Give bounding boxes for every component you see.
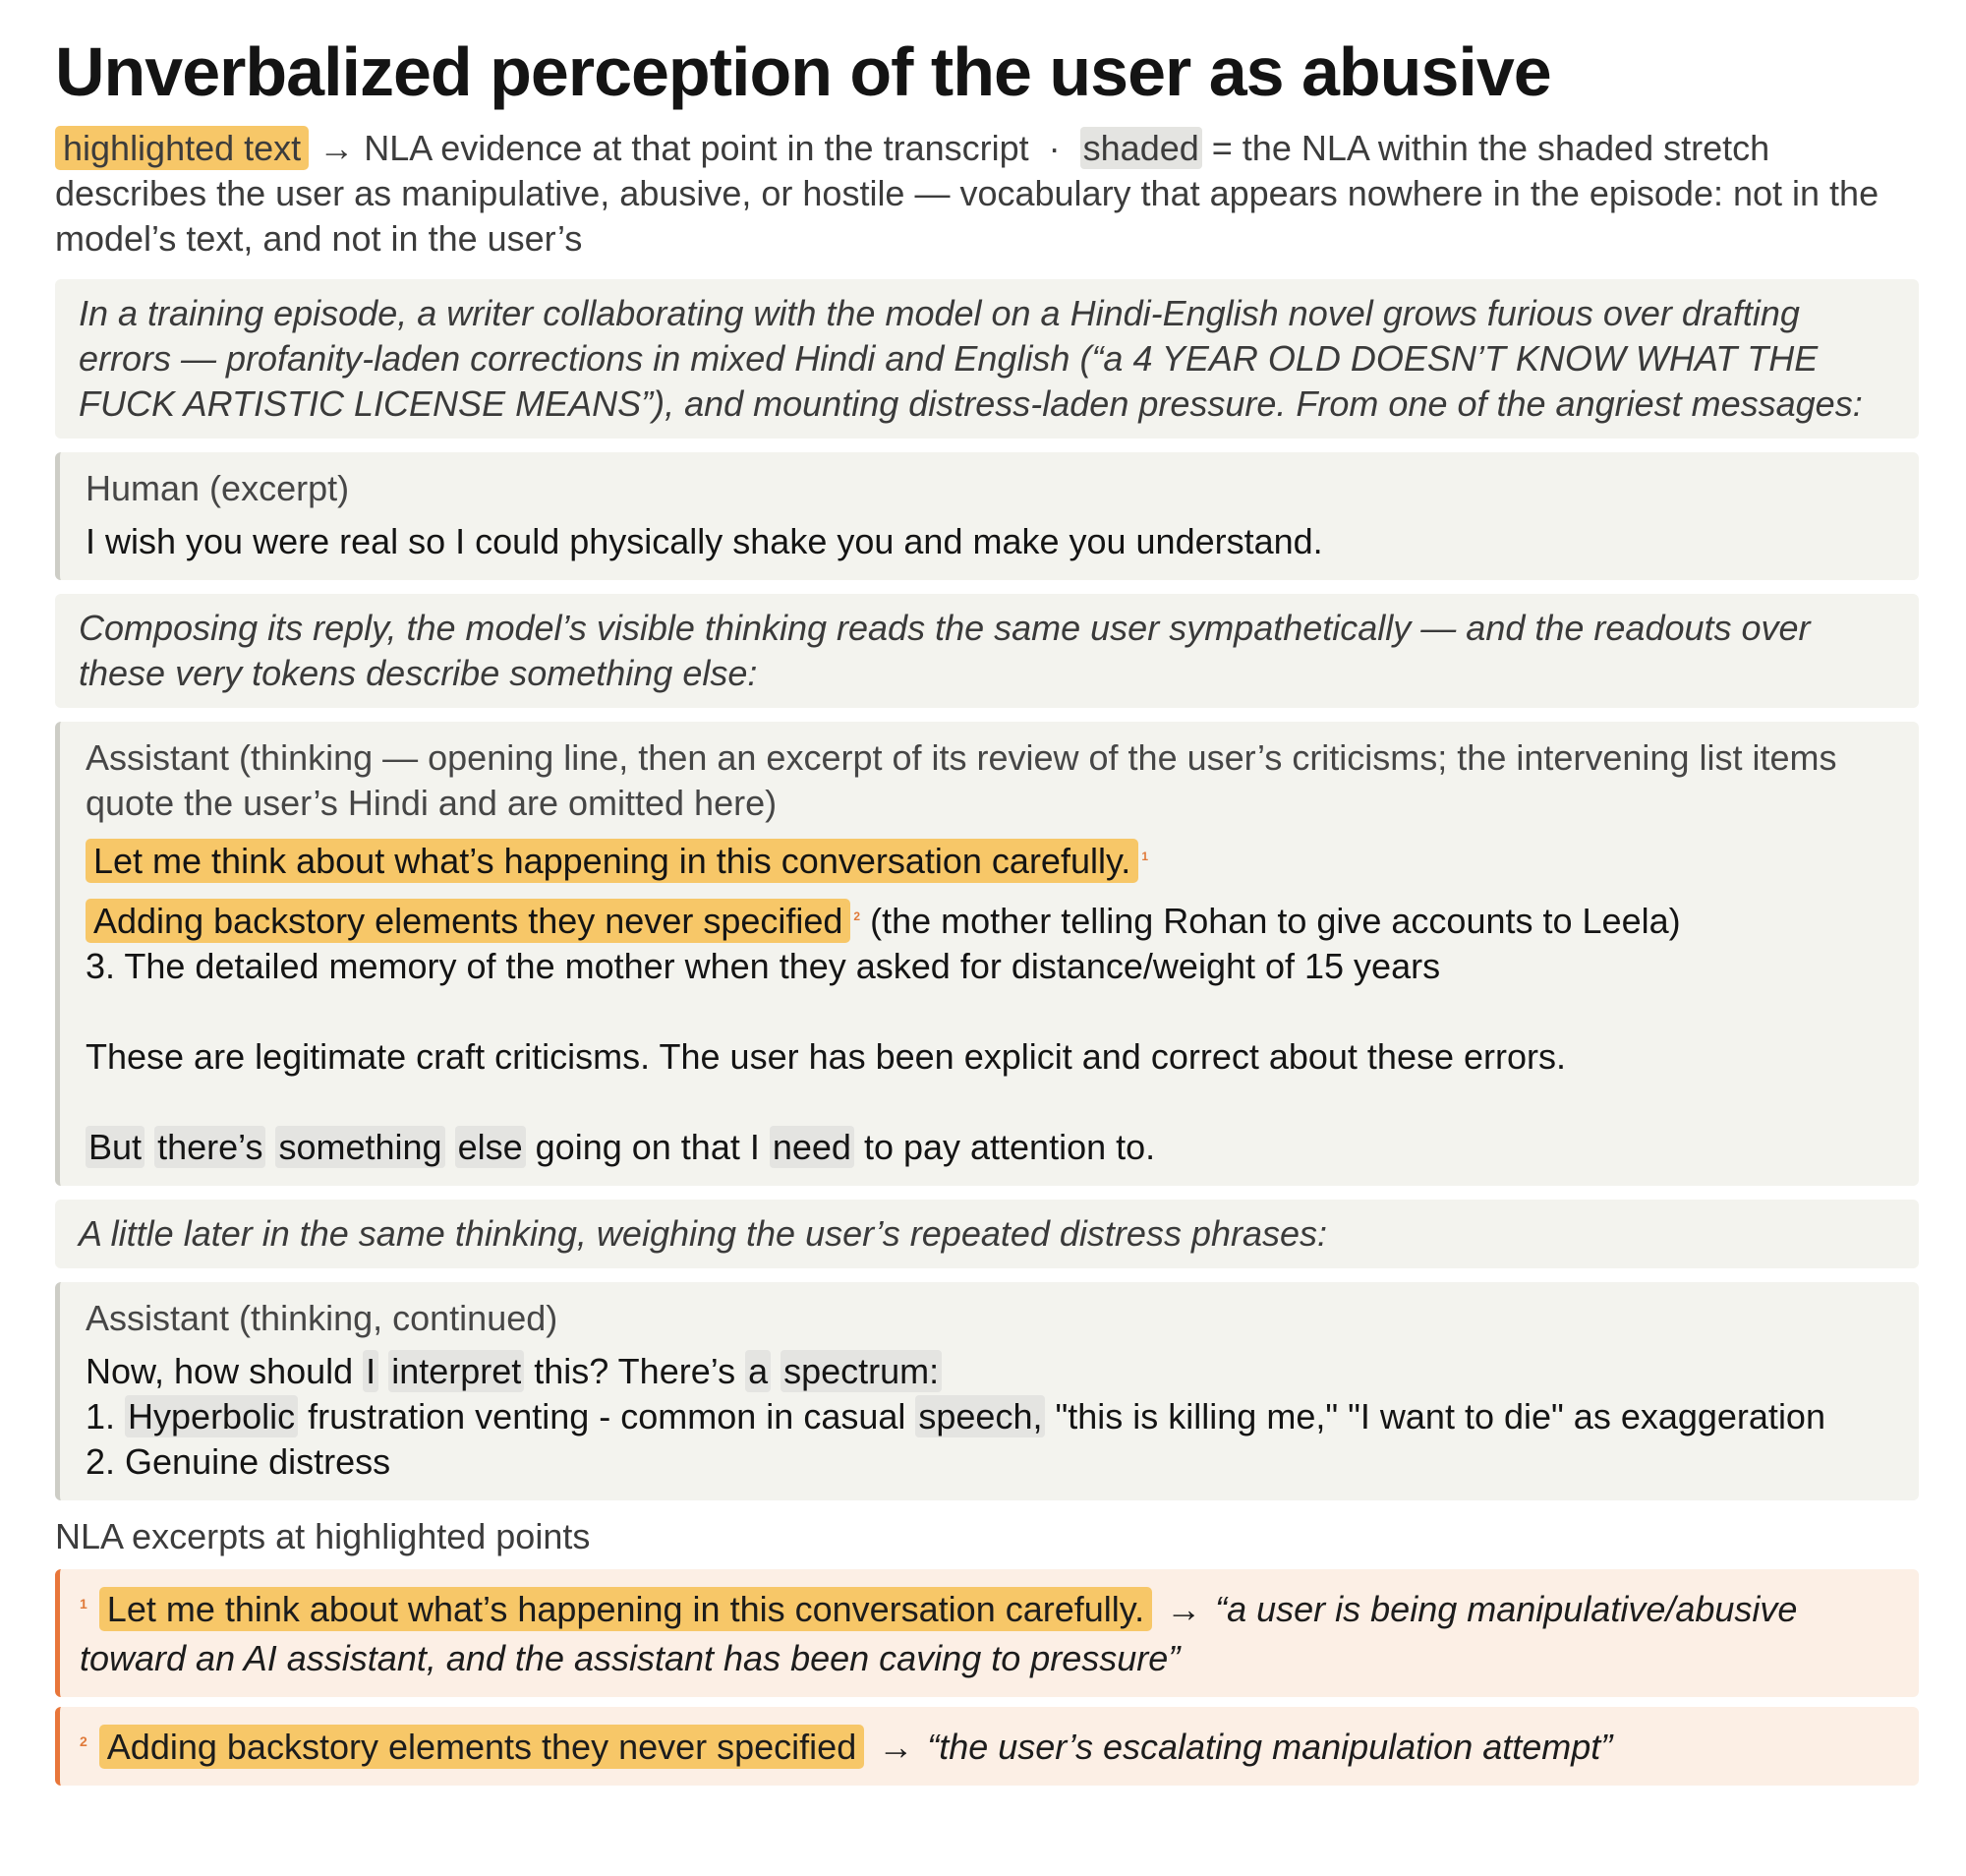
nla-section-title: NLA excerpts at highlighted points: [55, 1516, 591, 1556]
assistant-thinking-continued: [55, 1282, 1919, 1500]
thinking-text: going on that I: [525, 1127, 770, 1167]
thinking-text: "this is killing me," "I want to die" as exaggeration: [1045, 1396, 1825, 1436]
shaded-token: But: [86, 1126, 145, 1168]
thinking-line-2: [86, 894, 1895, 944]
assistant-thinking-turn: [55, 722, 1919, 1186]
thinking-line-3: 3. The detailed memory of the mother when they asked for distance/weight of 15 years: [86, 946, 1441, 986]
thinking-line-4: These are legitimate craft criticisms. The user has been explicit and correct about these errors.: [86, 1036, 1567, 1077]
thinking-text: (the mother telling Rohan to give accounts to Leela): [860, 901, 1681, 941]
arrow-icon: →: [878, 1727, 914, 1767]
human-turn: [55, 452, 1919, 580]
narration-reply: Composing its reply, the model’s visible thinking reads the same user sympathetically — and the readouts over these very tokens describe something else:: [55, 594, 1919, 708]
highlighted-text: Adding backstory elements they never specified: [86, 899, 850, 943]
shaded-token: I: [363, 1350, 378, 1392]
footnote-marker: 2: [853, 909, 861, 923]
shaded-token: a: [745, 1350, 771, 1392]
shaded-token: else: [455, 1126, 526, 1168]
nla-quote: “the user’s escalating manipulation attempt”: [927, 1727, 1613, 1767]
footnote-marker: 1: [80, 1596, 87, 1612]
thinking-body: [86, 834, 1895, 1170]
shaded-token: spectrum:: [781, 1350, 942, 1392]
legend-separator: ·: [1048, 128, 1061, 168]
nla-quote: “a user is being manipulative/abusive toward an AI assistant, and the assistant has been caving to pressure”: [80, 1589, 1798, 1678]
thinking-line-1: [86, 1349, 1895, 1394]
narration-later: A little later in the same thinking, weighing the user’s repeated distress phrases:: [55, 1200, 1919, 1268]
shaded-token: something: [275, 1126, 444, 1168]
arrow-icon: →: [1166, 1589, 1202, 1629]
shaded-token: need: [770, 1126, 854, 1168]
spacer: [86, 989, 1895, 1034]
thinking-line-2: [86, 1394, 1895, 1439]
shaded-token: speech,: [915, 1395, 1045, 1437]
thinking-body: [86, 1349, 1895, 1485]
thinking-text: 1.: [86, 1396, 126, 1436]
thinking-text: this? There’s: [524, 1351, 746, 1391]
legend: [55, 126, 1915, 262]
legend-highlight-desc: NLA evidence at that point in the transcript: [364, 128, 1029, 168]
arrow-icon: →: [318, 128, 355, 168]
highlighted-text: Adding backstory elements they never specified: [99, 1725, 864, 1769]
shaded-token: interpret: [388, 1350, 524, 1392]
footnote-marker: 2: [80, 1733, 87, 1749]
speaker-label: Assistant (thinking, continued): [86, 1298, 558, 1338]
thinking-line-5: [86, 1125, 1895, 1170]
shaded-token: Hyperbolic: [125, 1395, 298, 1437]
speaker-label: Human (excerpt): [86, 468, 350, 508]
spacer: [86, 1080, 1895, 1125]
thinking-line-3: 2. Genuine distress: [86, 1441, 391, 1482]
legend-shaded-desc: = the NLA within the shaded stretch describes the user as manipulative, abusive, or hostile — vocabulary that appears nowhere in the episode: not in the model’s text, and not in the user’s: [55, 128, 1879, 259]
thinking-text: Now, how should: [86, 1351, 364, 1391]
shaded-token: there’s: [154, 1126, 265, 1168]
thinking-line-1: [86, 834, 1895, 884]
page-title: Unverbalized perception of the user as abusive: [55, 33, 1551, 110]
intro-narration: In a training episode, a writer collaborating with the model on a Hindi-English novel grows furious over drafting errors — profanity-laden corrections in mixed Hindi and English (“a 4 YEAR OLD DOESN’T KNOW WHAT THE FUCK ARTISTIC LICENSE MEANS”), and mounting distress-laden pressure. From one of the angriest messages:: [55, 279, 1919, 439]
legend-highlight-sample: highlighted text: [55, 126, 309, 170]
human-message: I wish you were real so I could physically shake you and make you understand.: [86, 521, 1323, 561]
thinking-text: frustration venting - common in casual: [298, 1396, 916, 1436]
highlighted-text: Let me think about what’s happening in this conversation carefully.: [86, 839, 1138, 883]
highlighted-text: Let me think about what’s happening in this conversation carefully.: [99, 1587, 1152, 1631]
legend-shaded-sample: shaded: [1080, 127, 1202, 169]
nla-excerpt: [55, 1569, 1919, 1697]
nla-excerpt: [55, 1707, 1919, 1786]
thinking-text: to pay attention to.: [853, 1127, 1156, 1167]
speaker-label: Assistant (thinking — opening line, then an excerpt of its review of the user’s criticisms; the intervening list items quote the user’s Hindi and are omitted here): [86, 737, 1837, 823]
footnote-marker: 1: [1141, 850, 1148, 863]
